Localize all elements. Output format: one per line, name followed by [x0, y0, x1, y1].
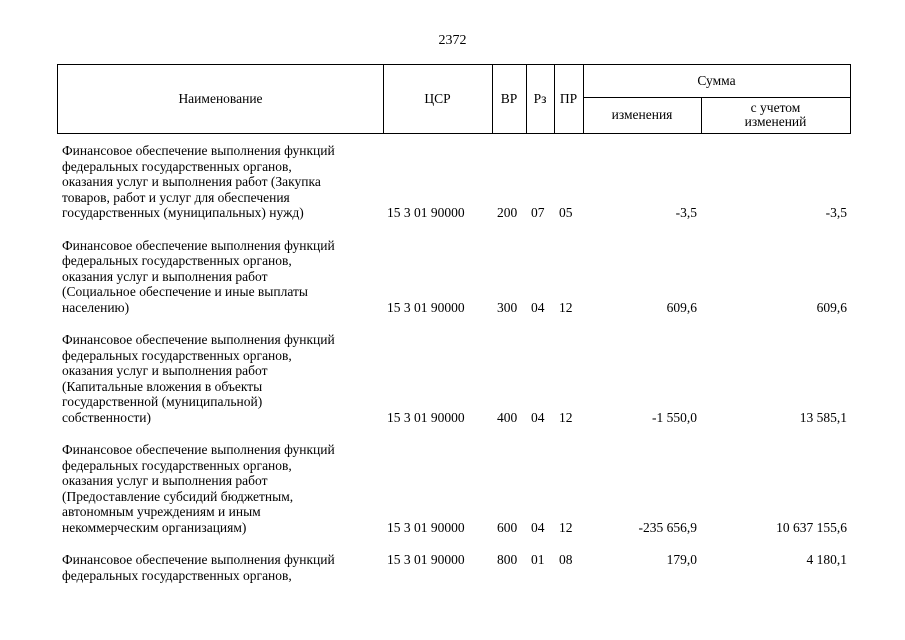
- row-vr: 300: [497, 299, 518, 315]
- table-row: [57, 238, 851, 316]
- row-total: 10 637 155,6: [776, 519, 847, 535]
- header-change: изменения: [611, 107, 673, 122]
- row-vr: 800: [497, 552, 518, 567]
- row-change: -235 656,9: [638, 519, 697, 535]
- table-body: [57, 139, 851, 583]
- row-name: Финансовое обеспечение выполнения функций федеральных государственных органов, оказания услуг и выполнения работ (Предоставление субсидий бюджетным, автономным учреждениям и иным некоммерческим организациям): [62, 442, 335, 535]
- row-csr: 15 3 01 90000: [387, 299, 465, 315]
- row-rz: 04: [531, 299, 545, 315]
- header-csr: ЦСР: [424, 91, 451, 106]
- row-csr: 15 3 01 90000: [387, 519, 465, 535]
- row-vr: 600: [497, 519, 518, 535]
- row-name: Финансовое обеспечение выполнения функций федеральных государственных органов, оказания услуг и выполнения работ (Социальное обеспечение и иные выплаты населению): [62, 237, 335, 315]
- row-vr: 400: [497, 409, 518, 425]
- table-row: [57, 332, 851, 425]
- row-csr: 15 3 01 90000: [387, 205, 465, 220]
- row-pr: 12: [559, 519, 573, 535]
- header-total-line1: с учетом: [750, 100, 801, 115]
- row-name: Финансовое обеспечение выполнения функций федеральных государственных органов,: [62, 552, 335, 583]
- row-pr: 08: [559, 552, 573, 567]
- row-rz: 07: [531, 205, 545, 220]
- row-total: -3,5: [825, 205, 847, 220]
- header-vr: ВР: [500, 91, 518, 106]
- row-pr: 12: [559, 299, 573, 315]
- row-change: -3,5: [675, 205, 697, 220]
- row-rz: 01: [531, 552, 545, 567]
- table-row: [57, 442, 851, 535]
- row-vr: 200: [497, 205, 518, 220]
- header-pr: ПР: [559, 91, 578, 106]
- row-change: 609,6: [666, 299, 697, 315]
- table-row: [57, 552, 851, 583]
- row-change: -1 550,0: [652, 409, 697, 425]
- header-total-line2: изменений: [744, 114, 807, 129]
- header-rz: Рз: [533, 91, 547, 106]
- row-rz: 04: [531, 409, 545, 425]
- table-header: [57, 64, 851, 134]
- header-name: Наименование: [178, 91, 263, 106]
- table-row: [57, 143, 851, 221]
- page-number: 2372: [438, 33, 467, 48]
- header-sum: Сумма: [697, 73, 736, 88]
- row-total: 609,6: [816, 299, 847, 315]
- row-rz: 04: [531, 519, 545, 535]
- row-change: 179,0: [666, 552, 697, 567]
- header-total: [701, 97, 850, 133]
- row-total: 4 180,1: [806, 552, 847, 567]
- row-name: Финансовое обеспечение выполнения функций федеральных государственных органов, оказания услуг и выполнения работ (Капитальные вложения в объекты государственной (муниципальной) собственности): [62, 332, 335, 425]
- row-pr: 05: [559, 205, 573, 220]
- row-name: Финансовое обеспечение выполнения функций федеральных государственных органов, оказания услуг и выполнения работ (Закупка товаров, работ и услуг для обеспечения государственных (муниципальных) нужд): [62, 143, 335, 220]
- row-pr: 12: [559, 409, 573, 425]
- row-csr: 15 3 01 90000: [387, 409, 465, 425]
- row-total: 13 585,1: [799, 409, 847, 425]
- row-csr: 15 3 01 90000: [387, 552, 465, 567]
